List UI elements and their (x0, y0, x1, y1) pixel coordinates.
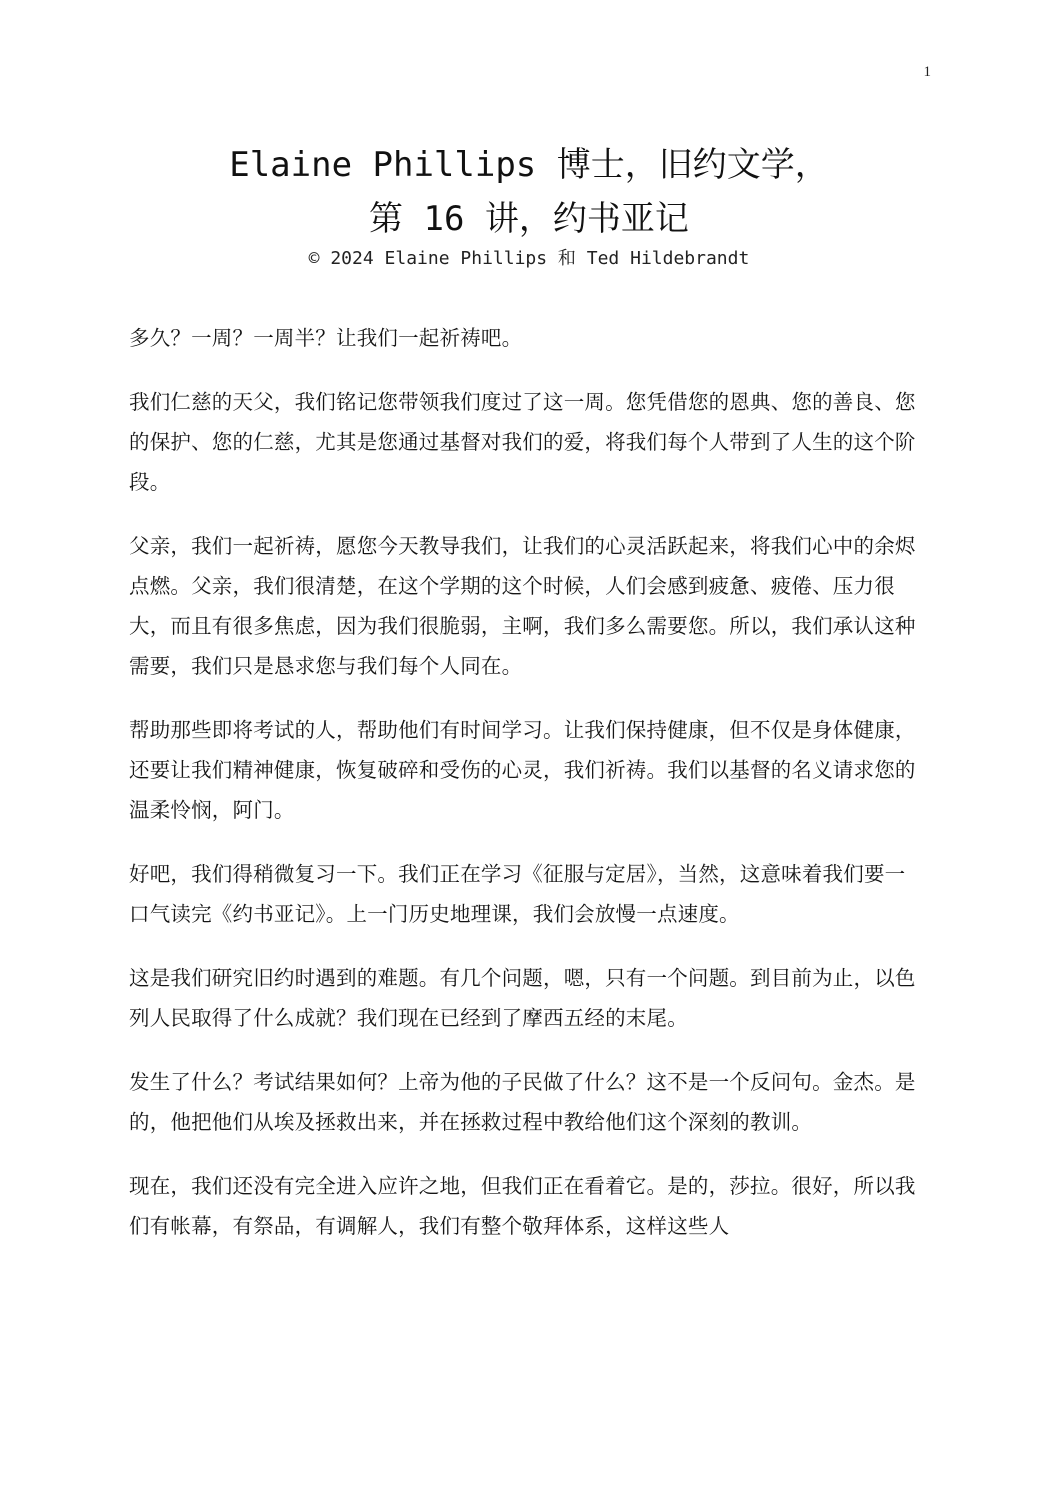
document-title-line-1: Elaine Phillips 博士，旧约文学， (229, 145, 829, 185)
paragraph: 这是我们研究旧约时遇到的难题。有几个问题，嗯，只有一个问题。到目前为止，以色列人民取得了什么成就？我们现在已经到了摩西五经的末尾。 (129, 966, 916, 1030)
paragraph: 多久？一周？一周半？让我们一起祈祷吧。 (129, 326, 523, 350)
page-number: 1 (923, 64, 931, 80)
paragraph: 好吧，我们得稍微复习一下。我们正在学习《征服与定居》，当然，这意味着我们要一口气读完《约书亚记》。上一门历史地理课，我们会放慢一点速度。 (129, 862, 906, 926)
copyright-notice: © 2024 Elaine Phillips 和 Ted Hildebrandt (308, 248, 750, 269)
body-text (129, 318, 919, 1270)
title-block (0, 140, 1058, 272)
paragraph: 我们仁慈的天父，我们铭记您带领我们度过了这一周。您凭借您的恩典、您的善良、您的保护、您的仁慈，尤其是您通过基督对我们的爱，将我们每个人带到了人生的这个阶段。 (129, 390, 916, 494)
paragraph: 现在，我们还没有完全进入应许之地，但我们正在看着它。是的，莎拉。很好，所以我们有帐幕，有祭品，有调解人，我们有整个敬拜体系，这样这些人 (129, 1174, 916, 1238)
document-title-line-2: 第 16 讲，约书亚记 (369, 199, 689, 239)
paragraph: 帮助那些即将考试的人，帮助他们有时间学习。让我们保持健康，但不仅是身体健康，还要让我们精神健康，恢复破碎和受伤的心灵，我们祈祷。我们以基督的名义请求您的温柔怜悯，阿门。 (129, 718, 916, 822)
paragraph: 父亲，我们一起祈祷，愿您今天教导我们，让我们的心灵活跃起来，将我们心中的余烬点燃。父亲，我们很清楚，在这个学期的这个时候，人们会感到疲惫、疲倦、压力很大，而且有很多焦虑，因为我们很脆弱，主啊，我们多么需要您。所以，我们承认这种需要，我们只是恳求您与我们每个人同在。 (129, 534, 916, 678)
paragraph: 发生了什么？考试结果如何？上帝为他的子民做了什么？这不是一个反问句。金杰。是的，他把他们从埃及拯救出来，并在拯救过程中教给他们这个深刻的教训。 (129, 1070, 916, 1134)
